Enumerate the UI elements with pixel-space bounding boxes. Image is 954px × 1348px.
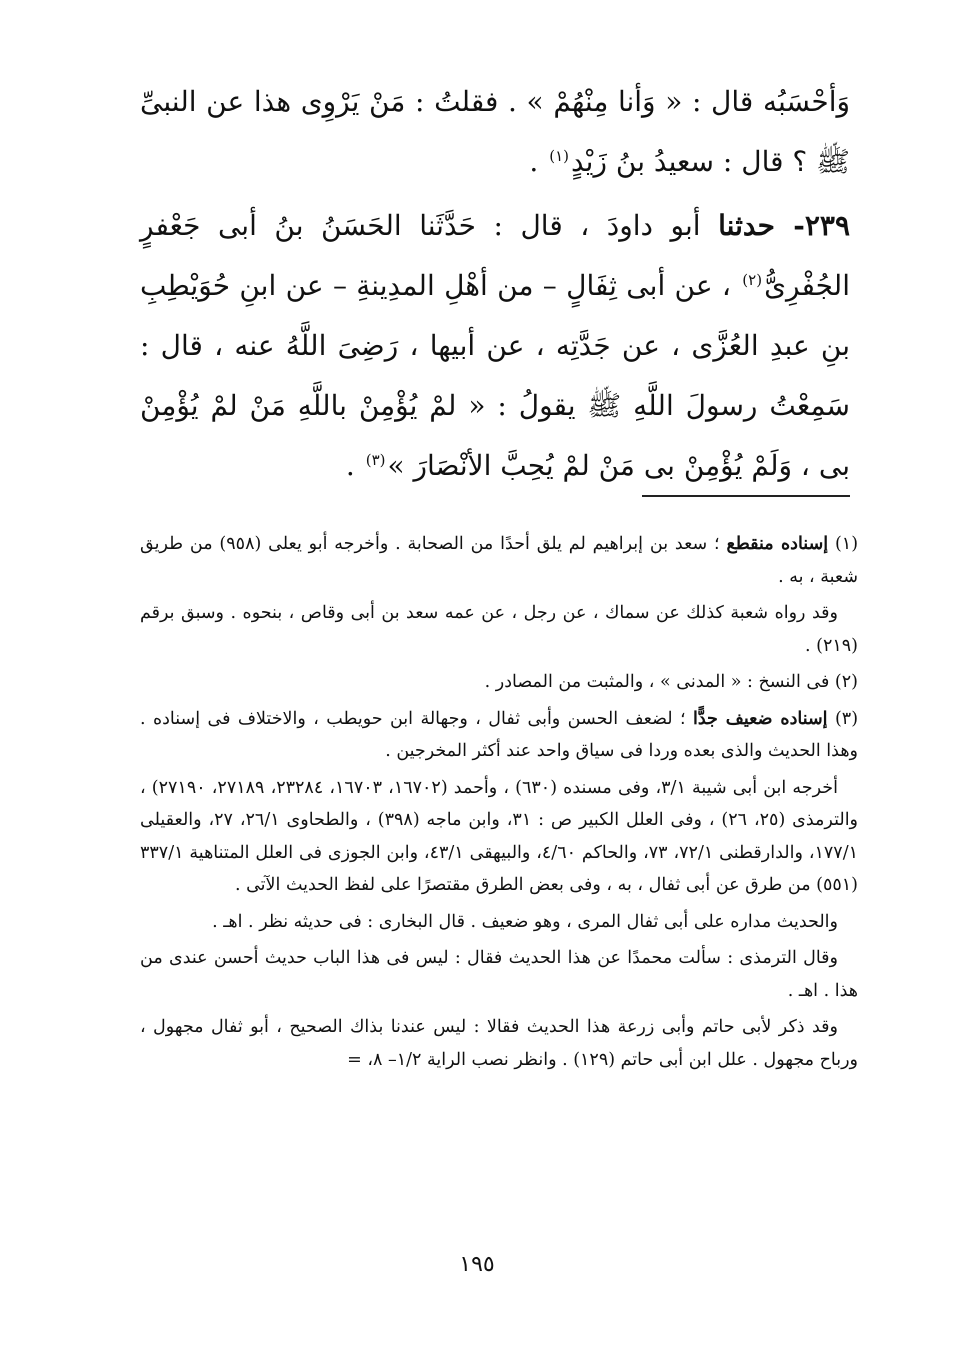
paragraph-continuation [140, 72, 850, 192]
footnote-3 [140, 703, 858, 768]
footnote-3-label: (٣) [827, 708, 859, 729]
footnote-ref-2[interactable]: (٢) [742, 270, 763, 289]
hadith-text-b: ، عن أبى ثِفَالٍ – من أهْلِ المدِينةِ – عن ابنِ حُوَيْطِبِ بنِ عبدِ العُزَّى ، عن جَدَّتِه ، عن أبيها ، رَضِىَ اللَّهُ عنه ، قال : سَمِعْتُ رسولَ اللَّهِ ﷺ يقولُ : « لمْ يُؤْمِنْ باللَّهِ مَنْ لمْ يُؤْمِنْ بى ، وَلَمْ يُؤْمِنْ بى مَنْ لمْ يُحِبَّ الأنْصَارَ » [140, 269, 850, 482]
footnotes-section [140, 528, 858, 1080]
footnote-1-text: ؛ سعد بن إبراهيم لم يلق أحدًا من الصحابة . وأخرجه أبو يعلى (٩٥٨) من طريق شعبة ، به . [140, 534, 858, 587]
footnote-3-text: ؛ لضعف الحسن وأبى ثفال ، وجهالة ابن حويطب ، والاختلاف فى إسناده . وهذا الحديث والذى بعده وردا فى سياق واحد عند أكثر المخرجين . [140, 708, 858, 761]
hadith-text-a: أبو داودَ ، قال : حَدَّثَنا الحَسَنُ بنُ أبى جَعْفرٍ الجُفْرِىُّ [140, 209, 850, 302]
footnote-1 [140, 528, 858, 593]
hadith-lead-word: حدثنا [718, 209, 775, 242]
footnote-3-comment: والحديث مداره على أبى ثفال المرى ، وهو ضعيف . قال البخارى : فى حديثه نظر . اهـ . [212, 911, 838, 932]
hadith-number: ٢٣٩ [804, 209, 850, 242]
footnote-3-abi-hatim: وقد ذكر لأبى حاتم وأبى زرعة هذا الحديث فقالا : ليس عندنا بذاك الصحيح ، أبو ثفال مجهول ، ورباح مجهول . علل ابن أبى حاتم (١٢٩) . وانظر نصب الراية ١/٢– ٨، = [140, 1017, 858, 1070]
footnote-ref-1[interactable]: (١) [549, 146, 569, 165]
paragraph-text: وَأحْسَبُه قال : « وَأنا مِنْهُمْ » . فقلتُ : مَنْ يَرْوِى هذا عن النبىِّ ﷺ ؟ قال : سعيدُ بنُ زَيْدٍ [140, 85, 850, 178]
hadith-end: . [345, 449, 364, 482]
footnote-3-sources: أخرجه ابن أبى شيبة ٣/١، وفى مسنده (٦٣٠) ، وأحمد (١٦٧٠٢، ١٦٧٠٣، ٢٣٢٨٤، ٢٧١٨٩، ٢٧١٩٠) ، والترمذى (٢٥، ٢٦) ، وفى العلل الكبير ص : ٣١، وابن ماجه (٣٩٨) ، والطحاوى ٢٦/١، ٢٧، والعقيلى ١٧٧/١، والدارقطنى ٧٢/١، ٧٣، والحاكم ٤/٦٠، والبيهقى ٤٣/١، وابن الجوزى فى العلل المتناهية ٣٣٧/١ (٥٥١) من طرق عن أبى ثفال ، به ، وفى بعض الطرق مقتصرًا على لفظ الحديث الآتى . [140, 777, 859, 895]
hadith-paragraph [140, 196, 850, 496]
footnote-2: (٢) فى النسخ : « المدنى » ، والمثبت من المصادر . [484, 672, 858, 692]
page-number: ١٩٥ [459, 1252, 495, 1277]
footnote-3-grade: إسناده ضعيف جدًّا [692, 708, 828, 729]
footnote-1-grade: إسناده منقطع [726, 534, 829, 554]
footnote-1-extra: وقد رواه شعبة كذلك عن سماك ، عن رجل ، عن عمه سعد بن أبى وقاص ، بنحوه . وسبق برقم (٢١٩) . [140, 603, 858, 656]
hadith-dash: - [774, 209, 805, 242]
footnote-separator [642, 495, 850, 497]
footnote-1-label: (١) [828, 534, 859, 554]
footnote-ref-3[interactable]: (٣) [365, 450, 386, 469]
paragraph-end: . [529, 145, 548, 178]
footnote-3-tirmidhi: وقال الترمذى : سألت محمدًا عن هذا الحديث فقال : ليس فى هذا الباب حديث أحسن عندى من هذا . اهـ . [140, 948, 858, 1001]
